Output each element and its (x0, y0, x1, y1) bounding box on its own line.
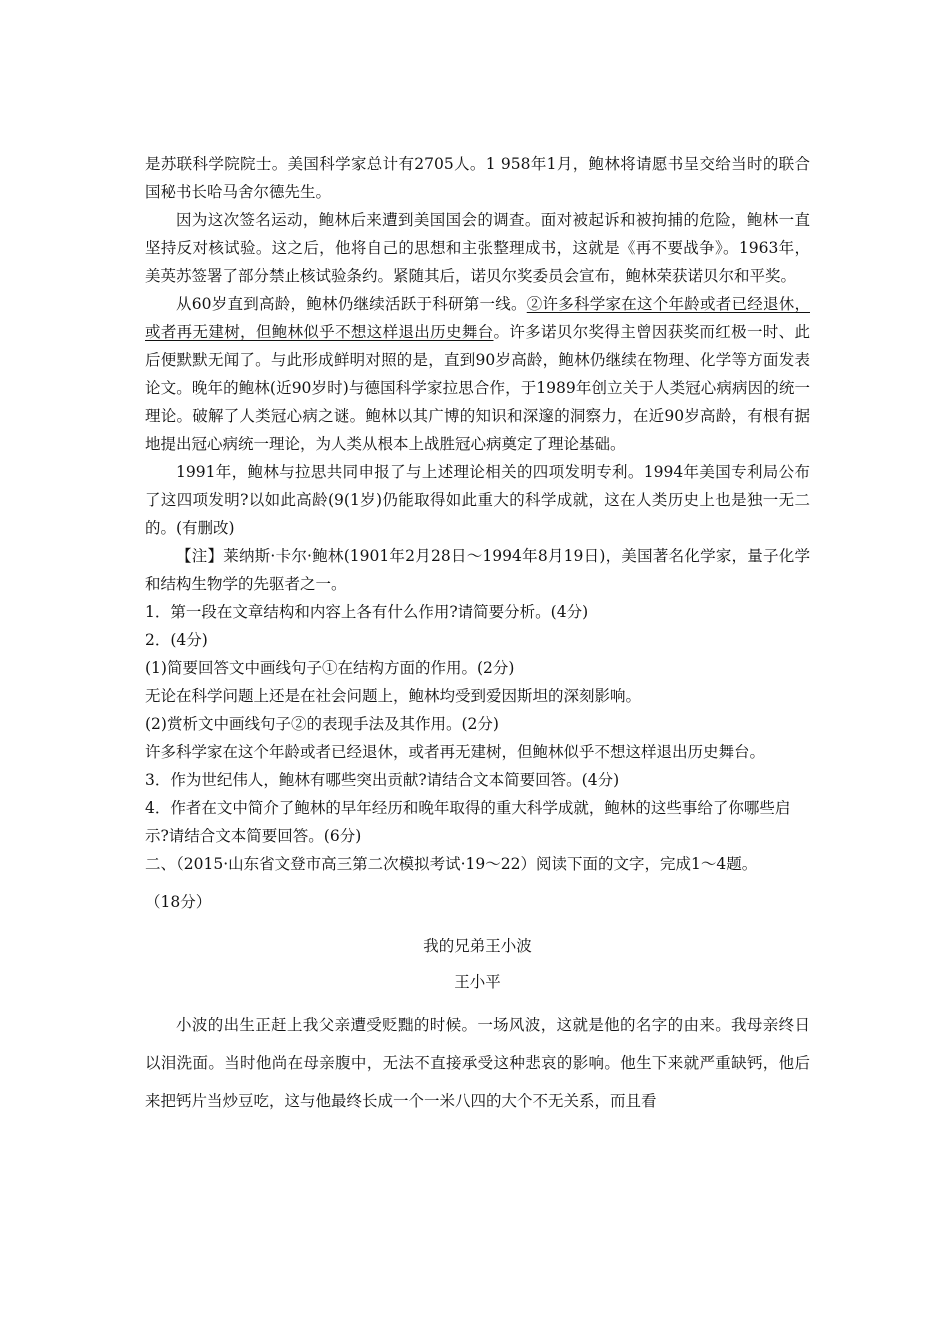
question-2-part-1: (1)简要回答文中画线句子①在结构方面的作用。(2分) (145, 659, 515, 677)
story-paragraph: 小波的出生正赶上我父亲遭受贬黜的时候。一场风波，这就是他的名字的由来。我母亲终日以泪洗面。当时他尚在母亲腹中，无法不直接承受这种悲哀的影响。他生下来就严重缺钙，他后来把钙片当炒豆吃，这与他最终长成一个一米八四的大个不无关系，而且看 (145, 1016, 810, 1110)
paragraph-patent: 1991年，鲍林与拉思共同申报了与上述理论相关的四项发明专利。1994年美国专利局公布了这四项发明?以如此高龄(9(1岁)仍能取得如此重大的科学成就，这在人类历史上也是独一无二的。(有删改) (145, 463, 810, 537)
question-1: 1．第一段在文章结构和内容上各有什么作用?请简要分析。(4分) (145, 603, 589, 621)
question-2-part-2: (2)赏析文中画线句子②的表现手法及其作用。(2分) (145, 715, 499, 733)
question-2: 2．(4分) (145, 631, 208, 649)
question-4: 4．作者在文中简介了鲍林的早年经历和晚年取得的重大科学成就，鲍林的这些事给了你哪些启示?请结合文本简要回答。(6分) (145, 799, 791, 845)
paragraph-investigation: 因为这次签名运动，鲍林后来遭到美国国会的调查。面对被起诉和被拘捕的危险，鲍林一直坚持反对核试验。这之后，他将自己的思想和主张整理成书，这就是《再不要战争》。1963年，美英苏签署了部分禁止核试验条约。紧随其后，诺贝尔奖委员会宣布，鲍林荣获诺贝尔和平奖。 (145, 211, 810, 285)
paragraph-intro-tail: 是苏联科学院院士。美国科学家总计有2705人。1 958年1月，鲍林将请愿书呈交给当时的联合国秘书长哈马舍尔德先生。 (145, 155, 810, 201)
section-two-heading: 二、（2015·山东省文登市高三第二次模拟考试·19～22）阅读下面的文字，完成1～4题。 (145, 855, 758, 873)
document-page (145, 150, 810, 1120)
quoted-sentence-1: 无论在科学问题上还是在社会问题上，鲍林均受到爱因斯坦的深刻影响。 (145, 687, 642, 705)
underlined-sentence-2: ②许多科学家在这个年龄或者已经退休，或者再无建树，但鲍林似乎不想这样退出历史舞台 (145, 295, 810, 341)
old-age-after: 。许多诺贝尔奖得主曾因获奖而红极一时、此后便默默无闻了。与此形成鲜明对照的是，直到90岁高龄，鲍林仍继续在物理、化学等方面发表论文。晚年的鲍林(近90岁时)与德国科学家拉思合作，于1989年创立关于人类冠心病病因的统一理论。破解了人类冠心病之谜。鲍林以其广博的知识和深邃的洞察力，在近90岁高龄，有根有据地提出冠心病统一理论，为人类从根本上战胜冠心病奠定了理论基础。 (145, 323, 810, 453)
quoted-sentence-2: 许多科学家在这个年龄或者已经退休，或者再无建树，但鲍林似乎不想这样退出历史舞台。 (145, 743, 766, 761)
footnote: 【注】莱纳斯·卡尔·鲍林(1901年2月28日～1994年8月19日)，美国著名化学家，量子化学和结构生物学的先驱者之一。 (145, 547, 810, 593)
question-3: 3．作为世纪伟人，鲍林有哪些突出贡献?请结合文本简要回答。(4分) (145, 771, 620, 789)
article-title: 我的兄弟王小波 (423, 937, 532, 955)
section-two-score: （18分） (145, 893, 212, 911)
old-age-before: 从60岁直到高龄，鲍林仍继续活跃于科研第一线。 (176, 295, 527, 313)
article-author: 王小平 (454, 973, 501, 991)
paragraph-old-age (145, 290, 810, 458)
